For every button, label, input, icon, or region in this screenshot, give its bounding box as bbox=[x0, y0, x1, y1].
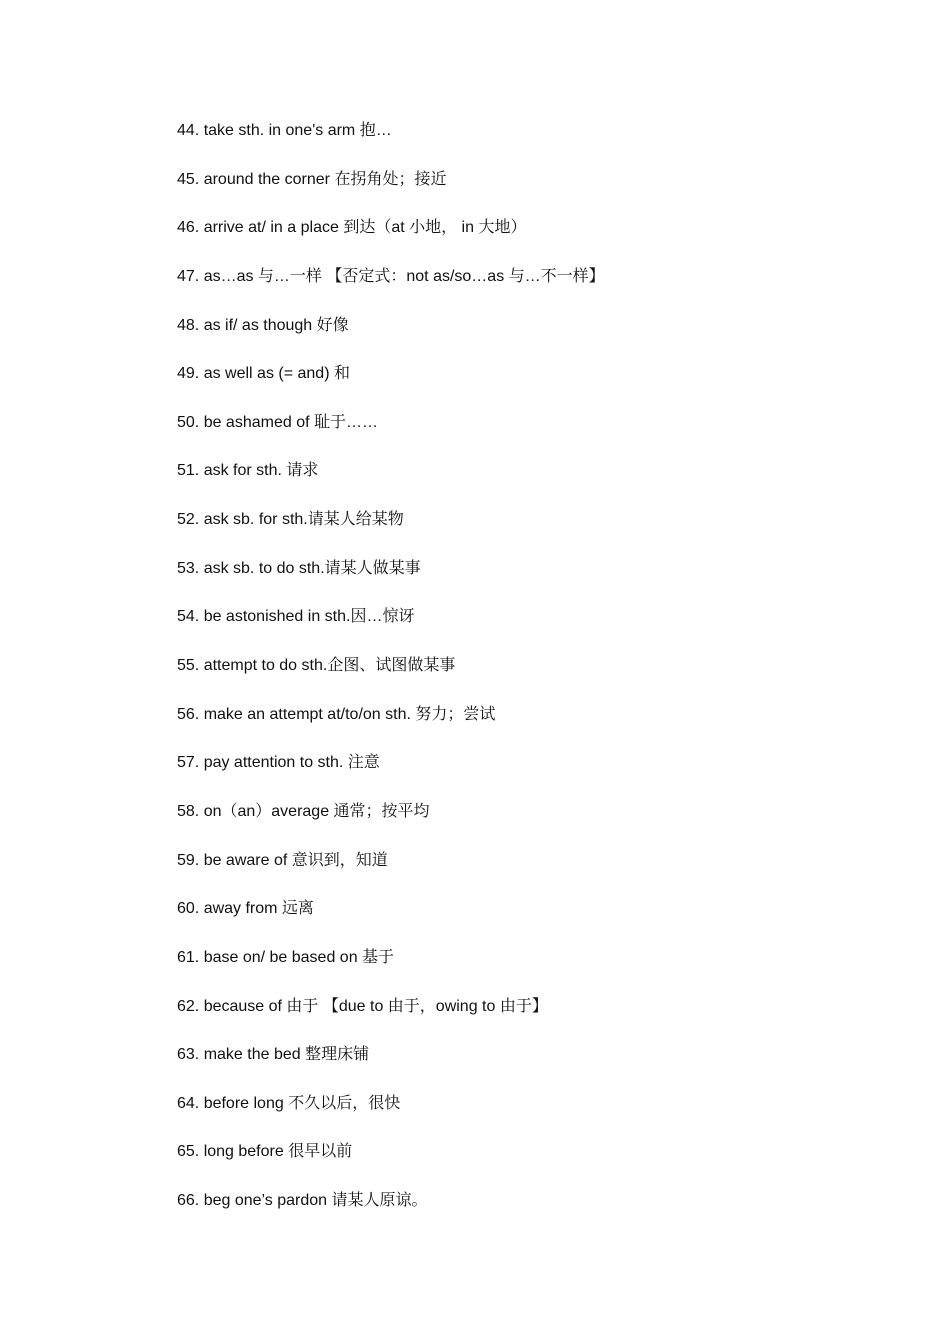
phrase-entry-51: 51. ask for sth. 请求 bbox=[177, 462, 319, 480]
list-item bbox=[177, 800, 897, 849]
phrase-entry-52: 52. ask sb. for sth.请某人给某物 bbox=[177, 511, 404, 529]
list-item bbox=[177, 605, 897, 654]
list-item bbox=[177, 168, 897, 217]
phrase-entry-46: 46. arrive at/ in a place 到达（at 小地， in 大地） bbox=[177, 219, 527, 237]
list-item bbox=[177, 265, 897, 314]
phrase-entry-44: 44. take sth. in one's arm 抱… bbox=[177, 122, 392, 139]
list-item bbox=[177, 508, 897, 557]
list-item bbox=[177, 1043, 897, 1092]
list-item bbox=[177, 751, 897, 800]
phrase-entry-53: 53. ask sb. to do sth.请某人做某事 bbox=[177, 559, 421, 577]
phrase-entry-64: 64. before long 不久以后，很快 bbox=[177, 1094, 401, 1112]
list-item bbox=[177, 362, 897, 411]
phrase-entry-49: 49. as well as (= and) 和 bbox=[177, 365, 350, 383]
list-item bbox=[177, 946, 897, 995]
phrase-entry-62: 62. because of 由于 【due to 由于，owing to 由于】 bbox=[177, 997, 548, 1015]
phrase-entry-66: 66. beg one’s pardon 请某人原谅。 bbox=[177, 1192, 428, 1210]
list-item bbox=[177, 654, 897, 703]
phrase-entry-61: 61. base on/ be based on 基于 bbox=[177, 948, 395, 966]
list-item bbox=[177, 703, 897, 752]
list-item bbox=[177, 411, 897, 460]
phrase-entry-47: 47. as…as 与…一样 【否定式：not as/so…as 与…不一样】 bbox=[177, 267, 605, 285]
phrase-entry-45: 45. around the corner 在拐角处；接近 bbox=[177, 170, 447, 188]
list-item bbox=[177, 897, 897, 946]
phrase-entry-50: 50. be ashamed of 耻于…… bbox=[177, 413, 378, 431]
list-item bbox=[177, 849, 897, 898]
phrase-entry-59: 59. be aware of 意识到，知道 bbox=[177, 851, 388, 869]
phrase-entry-58: 58. on（an）average 通常；按平均 bbox=[177, 802, 430, 820]
list-item bbox=[177, 216, 897, 265]
phrase-entry-54: 54. be astonished in sth.因…惊讶 bbox=[177, 608, 415, 626]
phrase-entry-56: 56. make an attempt at/to/on sth. 努力；尝试 bbox=[177, 705, 496, 723]
phrase-entry-48: 48. as if/ as though 好像 bbox=[177, 316, 349, 334]
list-item bbox=[177, 314, 897, 363]
list-item bbox=[177, 1140, 897, 1189]
list-item bbox=[177, 557, 897, 606]
phrase-entry-57: 57. pay attention to sth. 注意 bbox=[177, 754, 380, 772]
list-item bbox=[177, 1092, 897, 1141]
phrase-entry-60: 60. away from 远离 bbox=[177, 900, 314, 918]
list-item bbox=[177, 1189, 897, 1238]
phrase-entry-63: 63. make the bed 整理床铺 bbox=[177, 1046, 370, 1064]
list-item bbox=[177, 459, 897, 508]
phrase-list bbox=[177, 119, 897, 1238]
list-item bbox=[177, 119, 897, 168]
phrase-entry-55: 55. attempt to do sth.企图、试图做某事 bbox=[177, 657, 456, 675]
phrase-entry-65: 65. long before 很早以前 bbox=[177, 1143, 353, 1161]
list-item bbox=[177, 995, 897, 1044]
